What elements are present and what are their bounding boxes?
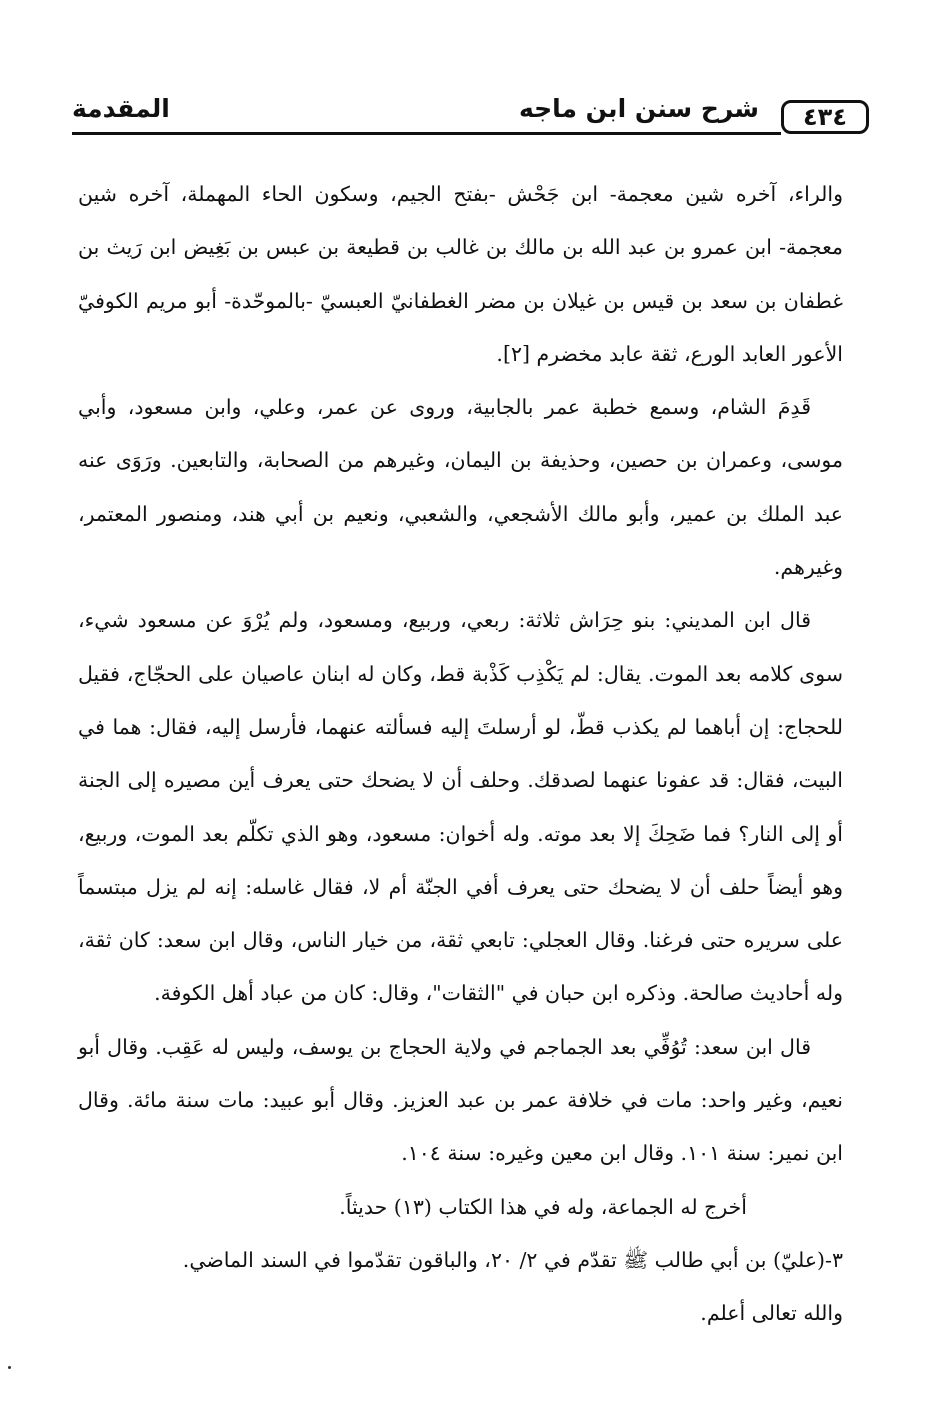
page-number: ٤٣٤ [781,100,869,134]
section-title: المقدمة [72,94,170,123]
paragraph-third-narrator: ٣-(عليّ) بن أبي طالب ﷺ تقدّم في ٢/ ٢٠، والباقون تقدّموا في السند الماضي. [182,1247,843,1272]
scan-speck [8,1366,11,1369]
paragraph-narrator-lineage: والراء، آخره شين معجمة- ابن جَحْش -بفتح الجيم، وسكون الحاء المهملة، آخره شين معجمة- ابن عمرو بن عبد الله بن مالك بن غالب بن قطيعة بن عبس بن بَغِيض ابن رَيث بن غطفان بن سعد بن قيس بن غيلان بن مضر الغطفانيّ العبسيّ -بالموحّدة- أبو مريم الكوفيّ الأعور العابد الورع، ثقة عابد مخضرم [٢]. [78,182,843,366]
paragraph-death-date: قال ابن سعد: تُوُفِّي بعد الجماجم في ولاية الحجاج بن يوسف، وليس له عَقِب. وقال أبو نعيم، وغير واحد: مات في خلافة عمر بن عبد العزيز. وقال أبو عبيد: مات سنة مائة. وقال ابن نمير: سنة ١٠١. وقال ابن معين وغيره: سنة ١٠٤. [78,1034,843,1166]
paragraph-closing: والله تعالى أعلم. [700,1301,843,1326]
header-divider [72,132,781,135]
page-body [78,168,843,1341]
page-header [72,92,869,140]
paragraph-biography: قال ابن المديني: بنو حِرَاش ثلاثة: ربعي، وربيع، ومسعود، ولم يُرْوَ عن مسعود شيء، سوى كلامه بعد الموت. يقال: لم يَكْذِب كَذْبة قط، وكان له ابنان عاصيان على الحجّاج، فقيل للحجاج: إن أباهما لم يكذب قطّ، لو أرسلتَ إليه فسألته عنهما، فأرسل إليه، فقال: هما في البيت، فقال: قد عفونا عنهما لصدقك. وحلف أن لا يضحك حتى يعرف أين مصيره إلى الجنة أو إلى النار؟ فما ضَحِكَ إلا بعد موته. وله أخوان: مسعود، وهو الذي تكلّم بعد الموت، وربيع، وهو أيضاً حلف أن لا يضحك حتى يعرف أفي الجنّة أم لا، فقال غاسله: إنه لم يزل مبتسماً على سريره حتى فرغنا. وقال العجلي: تابعي ثقة، من خيار الناس، وقال ابن سعد: كان ثقة، وله أحاديث صالحة. وذكره ابن حبان في "الثقات"، وقال: كان من عباد أهل الكوفة. [78,608,843,1006]
paragraph-hadith-count: أخرج له الجماعة، وله في هذا الكتاب (١٣) حديثاً. [339,1194,747,1219]
book-title: شرح سنن ابن ماجه [518,94,759,123]
paragraph-narrations: قَدِمَ الشام، وسمع خطبة عمر بالجابية، وروى عن عمر، وعلي، وابن مسعود، وأبي موسى، وعمران بن حصين، وحذيفة بن اليمان، وغيرهم من الصحابة، والتابعين. ورَوَى عنه عبد الملك بن عمير، وأبو مالك الأشجعي، والشعبي، ونعيم بن أبي هند، ومنصور المعتمر، وغيرهم. [78,395,843,580]
